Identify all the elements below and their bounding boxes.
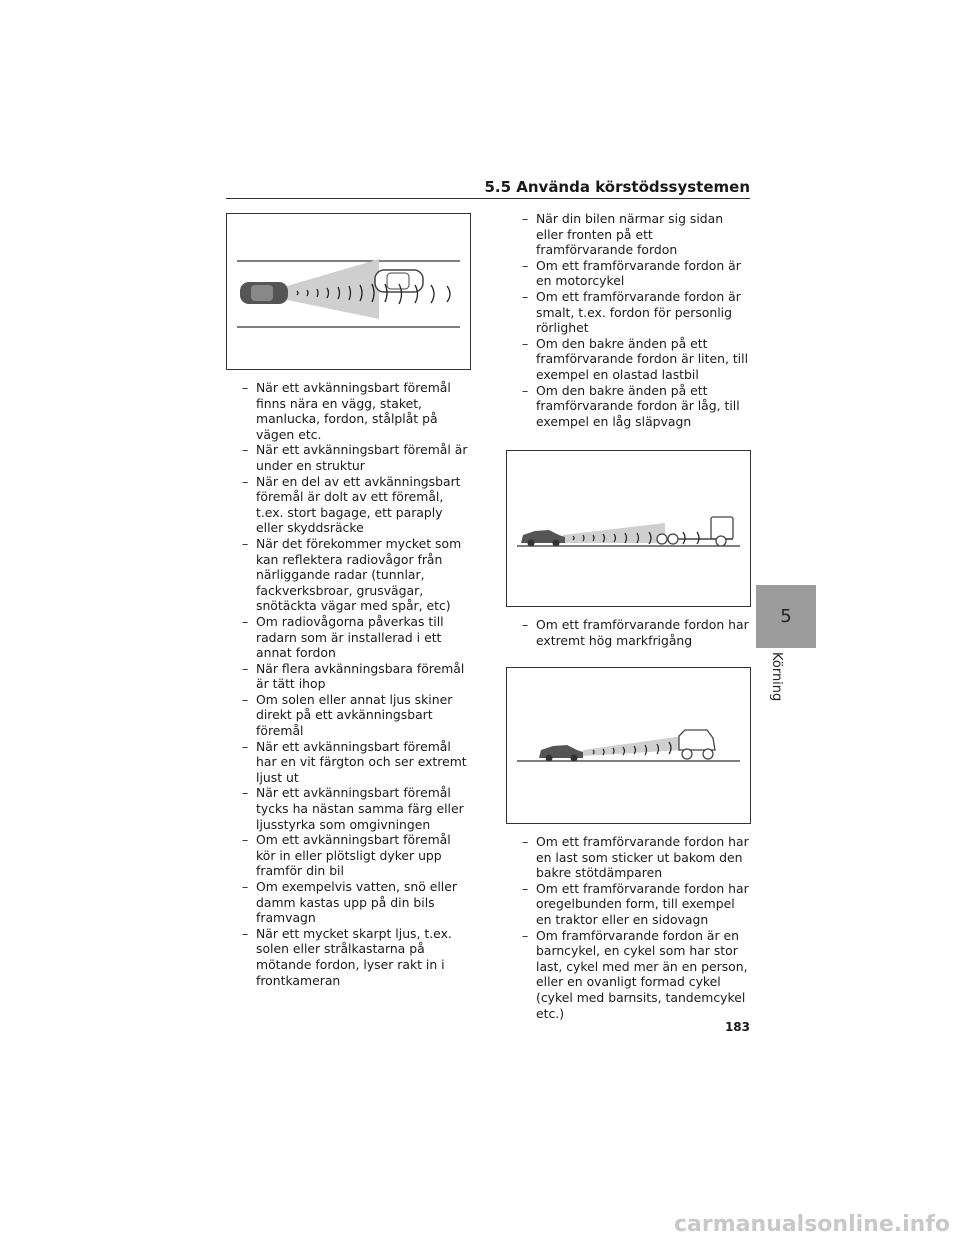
watermark: carmanualsonline.info xyxy=(674,1212,950,1237)
list-item: – När ett avkänningsbart föremål finns nära en vägg, staket, manlucka, fordon, stålplåt på vägen etc. xyxy=(242,380,470,442)
list-item: – Om ett framförvarande fordon har extremt hög markfrigång xyxy=(522,617,752,648)
section-title: 5.5 Använda körstödssystemen xyxy=(484,178,750,196)
list-item: – Om ett framförvarande fordon är en motorcykel xyxy=(522,258,752,289)
list-item: – Om ett framförvarande fordon är smalt, t.ex. fordon för personlig rörlighet xyxy=(522,289,752,336)
list-item: – När flera avkänningsbara föremål är tätt ihop xyxy=(242,661,470,692)
own-car-icon xyxy=(539,745,583,762)
list-item: – Om radiovågorna påverkas till radarn som är installerad i ett annat fordon xyxy=(242,614,470,661)
figure-adjacent-car xyxy=(226,213,471,370)
chapter-number: 5 xyxy=(780,606,792,627)
list-item: – Om den bakre änden på ett framförvarande fordon är låg, till exempel en låg släpvagn xyxy=(522,383,752,430)
chapter-tab xyxy=(756,585,816,648)
list-item: – Om exempelvis vatten, snö eller damm kastas upp på din bils framvagn xyxy=(242,879,470,926)
left-condition-list xyxy=(242,380,470,988)
list-item: – När ett avkänningsbart föremål är under en struktur xyxy=(242,442,470,473)
list-item: – Om ett avkänningsbart föremål kör in eller plötsligt dyker upp framför din bil xyxy=(242,832,470,879)
list-item: – Om den bakre änden på ett framförvarande fordon är liten, till exempel en olastad lastbil xyxy=(522,336,752,383)
truck-icon xyxy=(657,517,733,546)
list-item: – Om ett framförvarande fordon har en last som sticker ut bakom den bakre stötdämparen xyxy=(522,834,752,881)
list-item: – När en del av ett avkänningsbart föremål är dolt av ett föremål, t.ex. stort bagage, ett paraply eller skyddsräcke xyxy=(242,474,470,536)
list-item: – Om framförvarande fordon är en barncykel, en cykel som har stor last, cykel med mer än en person, eller en ovanligt formad cykel (cykel med barnsits, tandemcykel etc.) xyxy=(522,928,752,1022)
own-car-icon xyxy=(240,282,288,304)
page-number: 183 xyxy=(724,1020,750,1034)
list-item: – När din bilen närmar sig sidan eller fronten på ett framförvarande fordon xyxy=(522,211,752,258)
list-item: – När ett avkänningsbart föremål tycks ha nästan samma färg eller ljusstyrka som omgivningen xyxy=(242,785,470,832)
list-item: – När ett avkänningsbart föremål har en vit färgton och ser extremt ljust ut xyxy=(242,739,470,786)
figure-unloaded-truck-drawing xyxy=(507,451,750,606)
chapter-label: Körning xyxy=(769,652,784,702)
figure-high-clearance-drawing xyxy=(507,668,750,823)
right-condition-list-1 xyxy=(522,211,752,429)
list-item: – När det förekommer mycket som kan reflektera radiovågor från närliggande radar (tunnlar, fackverksbroar, grusvägar, snötäckta vägar med spår, etc) xyxy=(242,536,470,614)
figure-adjacent-car-drawing xyxy=(227,214,470,369)
figure-unloaded-truck xyxy=(506,450,751,607)
header-rule xyxy=(226,198,750,199)
adjacent-car-icon xyxy=(375,270,423,292)
right-condition-list-2 xyxy=(522,617,752,648)
figure-high-clearance-vehicle xyxy=(506,667,751,824)
high-clearance-vehicle-icon xyxy=(679,730,715,759)
list-item: – Om solen eller annat ljus skiner direkt på ett avkänningsbart föremål xyxy=(242,692,470,739)
right-condition-list-3 xyxy=(522,834,752,1021)
list-item: – När ett mycket skarpt ljus, t.ex. solen eller strålkastarna på mötande fordon, lyser rakt in i frontkameran xyxy=(242,926,470,988)
own-car-icon xyxy=(521,530,565,547)
list-item: – Om ett framförvarande fordon har oregelbunden form, till exempel en traktor eller en sidovagn xyxy=(522,881,752,928)
